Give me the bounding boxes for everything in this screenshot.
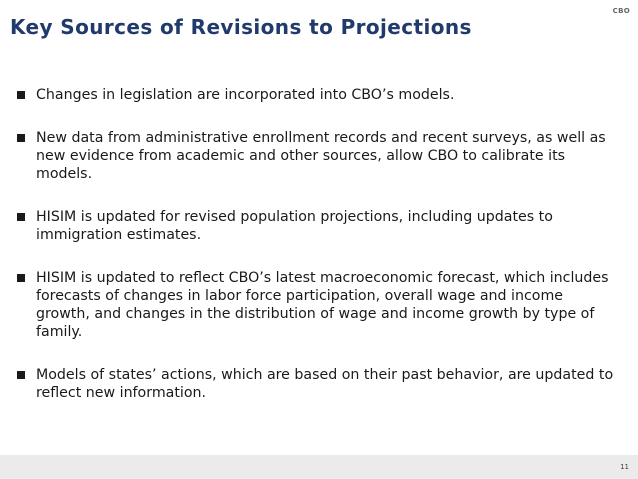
bullet-item xyxy=(16,208,616,244)
square-bullet-icon xyxy=(17,274,25,282)
square-bullet-icon xyxy=(17,134,25,142)
org-tag: CBO xyxy=(612,7,630,15)
footer-bar xyxy=(0,455,638,479)
bullet-text: New data from administrative enrollment records and recent surveys, as well as new evidence from academic and other sources, allow CBO to calibrate its models. xyxy=(36,130,606,182)
bullet-text: HISIM is updated to reflect CBO’s latest macroeconomic forecast, which includes forecasts of changes in labor force participation, overall wage and income growth, and changes in the distribution of wage and income growth by type of family. xyxy=(36,270,609,340)
square-bullet-icon xyxy=(17,91,25,99)
page-number: 11 xyxy=(620,463,629,471)
square-bullet-icon xyxy=(17,213,25,221)
bullet-text: Changes in legislation are incorporated into CBO’s models. xyxy=(36,87,455,103)
slide-title: Key Sources of Revisions to Projections xyxy=(10,15,472,39)
bullet-text: Models of states’ actions, which are based on their past behavior, are updated to reflect new information. xyxy=(36,367,614,401)
bullet-item xyxy=(16,366,616,402)
bullet-list xyxy=(16,86,616,427)
bullet-item xyxy=(16,129,616,183)
bullet-item xyxy=(16,86,616,104)
bullet-text: HISIM is updated for revised population projections, including updates to immigration estimates. xyxy=(36,209,553,243)
square-bullet-icon xyxy=(17,371,25,379)
bullet-item xyxy=(16,269,616,341)
